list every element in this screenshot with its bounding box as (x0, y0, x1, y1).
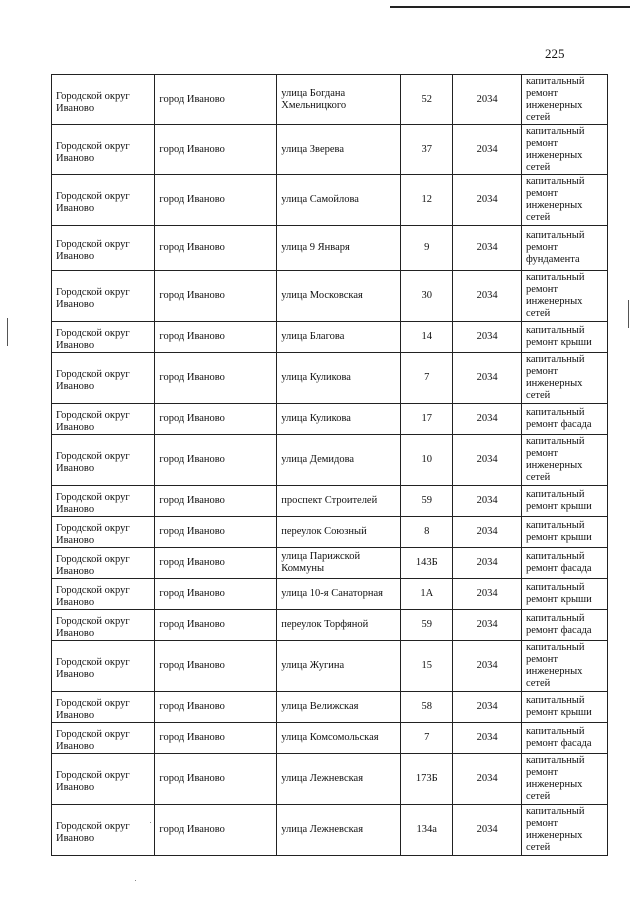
top-rule (390, 6, 630, 8)
work-type-cell: капитальный ремонт крыши (521, 486, 607, 517)
work-type-cell: капитальный ремонт крыши (521, 579, 607, 610)
district-cell: Городской округ Иваново (52, 125, 155, 175)
house-number-cell: 134а (401, 805, 453, 856)
house-number-cell: 17 (401, 404, 453, 435)
table-row (52, 353, 608, 404)
year-cell: 2034 (453, 805, 522, 856)
year-cell: 2034 (453, 641, 522, 692)
work-type-cell: капитальный ремонт инженерных сетей (521, 75, 607, 125)
table-row (52, 641, 608, 692)
year-cell: 2034 (453, 579, 522, 610)
year-cell: 2034 (453, 548, 522, 579)
house-number-cell: 10 (401, 435, 453, 486)
table-row (52, 271, 608, 322)
street-cell: улица Комсомольская (277, 723, 401, 754)
street-cell: улица Лежневская (277, 805, 401, 856)
street-cell: улица Куликова (277, 353, 401, 404)
street-cell: улица Велижская (277, 692, 401, 723)
year-cell: 2034 (453, 271, 522, 322)
district-cell: Городской округ Иваново (52, 404, 155, 435)
district-cell: Городской округ Иваново (52, 486, 155, 517)
work-type-cell: капитальный ремонт инженерных сетей (521, 805, 607, 856)
house-number-cell: 59 (401, 486, 453, 517)
house-number-cell: 173Б (401, 754, 453, 805)
year-cell: 2034 (453, 723, 522, 754)
work-type-cell: капитальный ремонт инженерных сетей (521, 125, 607, 175)
district-cell: Городской округ Иваново (52, 75, 155, 125)
street-cell: улица 9 Января (277, 226, 401, 271)
year-cell: 2034 (453, 754, 522, 805)
table-row (52, 486, 608, 517)
year-cell: 2034 (453, 125, 522, 175)
street-cell: улица Куликова (277, 404, 401, 435)
street-cell: улица Московская (277, 271, 401, 322)
house-number-cell: 37 (401, 125, 453, 175)
table-row (52, 548, 608, 579)
house-number-cell: 12 (401, 175, 453, 226)
district-cell: Городской округ Иваново (52, 175, 155, 226)
year-cell: 2034 (453, 435, 522, 486)
city-cell: город Иваново (155, 548, 277, 579)
table-body (52, 75, 608, 856)
table-row (52, 226, 608, 271)
street-cell: улица Зверева (277, 125, 401, 175)
year-cell: 2034 (453, 610, 522, 641)
table-row (52, 754, 608, 805)
city-cell: город Иваново (155, 322, 277, 353)
table-row (52, 435, 608, 486)
table-row (52, 322, 608, 353)
district-cell: Городской округ Иваново (52, 548, 155, 579)
city-cell: город Иваново (155, 692, 277, 723)
street-cell: улица Парижской Коммуны (277, 548, 401, 579)
house-number-cell: 7 (401, 723, 453, 754)
year-cell: 2034 (453, 322, 522, 353)
table-row (52, 175, 608, 226)
work-type-cell: капитальный ремонт инженерных сетей (521, 353, 607, 404)
year-cell: 2034 (453, 226, 522, 271)
district-cell: Городской округ Иваново (52, 271, 155, 322)
work-type-cell: капитальный ремонт инженерных сетей (521, 754, 607, 805)
street-cell: переулок Союзный (277, 517, 401, 548)
work-type-cell: капитальный ремонт фасада (521, 723, 607, 754)
work-type-cell: капитальный ремонт инженерных сетей (521, 641, 607, 692)
city-cell: город Иваново (155, 754, 277, 805)
work-type-cell: капитальный ремонт инженерных сетей (521, 271, 607, 322)
city-cell: город Иваново (155, 517, 277, 548)
house-number-cell: 143Б (401, 548, 453, 579)
table-row (52, 75, 608, 125)
work-type-cell: капитальный ремонт крыши (521, 322, 607, 353)
work-type-cell: капитальный ремонт крыши (521, 692, 607, 723)
year-cell: 2034 (453, 486, 522, 517)
district-cell: Городской округ Иваново (52, 517, 155, 548)
work-type-cell: капитальный ремонт инженерных сетей (521, 435, 607, 486)
work-type-cell: капитальный ремонт фасада (521, 548, 607, 579)
year-cell: 2034 (453, 353, 522, 404)
year-cell: 2034 (453, 692, 522, 723)
district-cell: Городской округ Иваново (52, 322, 155, 353)
city-cell: город Иваново (155, 75, 277, 125)
street-cell: переулок Торфяной (277, 610, 401, 641)
city-cell: город Иваново (155, 435, 277, 486)
year-cell: 2034 (453, 75, 522, 125)
house-number-cell: 7 (401, 353, 453, 404)
district-cell: Городской округ Иваново (52, 805, 155, 856)
district-cell: Городской округ Иваново (52, 579, 155, 610)
year-cell: 2034 (453, 175, 522, 226)
district-cell: Городской округ Иваново (52, 723, 155, 754)
city-cell: город Иваново (155, 579, 277, 610)
scan-mark-right (628, 300, 629, 328)
table-row (52, 517, 608, 548)
house-number-cell: 8 (401, 517, 453, 548)
scan-dot (135, 880, 136, 881)
work-type-cell: капитальный ремонт фасада (521, 610, 607, 641)
street-cell: улица Лежневская (277, 754, 401, 805)
year-cell: 2034 (453, 517, 522, 548)
street-cell: улица Благова (277, 322, 401, 353)
house-number-cell: 52 (401, 75, 453, 125)
district-cell: Городской округ Иваново (52, 226, 155, 271)
city-cell: город Иваново (155, 271, 277, 322)
city-cell: город Иваново (155, 353, 277, 404)
table-row (52, 692, 608, 723)
district-cell: Городской округ Иваново (52, 692, 155, 723)
street-cell: улица Демидова (277, 435, 401, 486)
work-type-cell: капитальный ремонт крыши (521, 517, 607, 548)
district-cell: Городской округ Иваново (52, 754, 155, 805)
work-type-cell: капитальный ремонт фасада (521, 404, 607, 435)
house-number-cell: 58 (401, 692, 453, 723)
street-cell: улица Жугина (277, 641, 401, 692)
city-cell: город Иваново (155, 404, 277, 435)
city-cell: город Иваново (155, 175, 277, 226)
house-number-cell: 9 (401, 226, 453, 271)
work-type-cell: капитальный ремонт инженерных сетей (521, 175, 607, 226)
house-number-cell: 59 (401, 610, 453, 641)
work-type-cell: капитальный ремонт фундамента (521, 226, 607, 271)
city-cell: город Иваново (155, 805, 277, 856)
year-cell: 2034 (453, 404, 522, 435)
table-row (52, 579, 608, 610)
city-cell: город Иваново (155, 125, 277, 175)
street-cell: улица 10-я Санаторная (277, 579, 401, 610)
district-cell: Городской округ Иваново (52, 435, 155, 486)
district-cell: Городской округ Иваново (52, 610, 155, 641)
table-row (52, 125, 608, 175)
city-cell: город Иваново (155, 486, 277, 517)
table-row (52, 805, 608, 856)
house-number-cell: 14 (401, 322, 453, 353)
repair-schedule-table (51, 74, 608, 856)
city-cell: город Иваново (155, 226, 277, 271)
district-cell: Городской округ Иваново (52, 353, 155, 404)
table-row (52, 723, 608, 754)
house-number-cell: 1А (401, 579, 453, 610)
table-row (52, 404, 608, 435)
district-cell: Городской округ Иваново (52, 641, 155, 692)
scan-mark-left (7, 318, 8, 346)
house-number-cell: 30 (401, 271, 453, 322)
city-cell: город Иваново (155, 641, 277, 692)
house-number-cell: 15 (401, 641, 453, 692)
city-cell: город Иваново (155, 610, 277, 641)
table-row (52, 610, 608, 641)
street-cell: улица Самойлова (277, 175, 401, 226)
city-cell: город Иваново (155, 723, 277, 754)
street-cell: улица Богдана Хмельницкого (277, 75, 401, 125)
street-cell: проспект Строителей (277, 486, 401, 517)
page-number: 225 (545, 46, 565, 61)
